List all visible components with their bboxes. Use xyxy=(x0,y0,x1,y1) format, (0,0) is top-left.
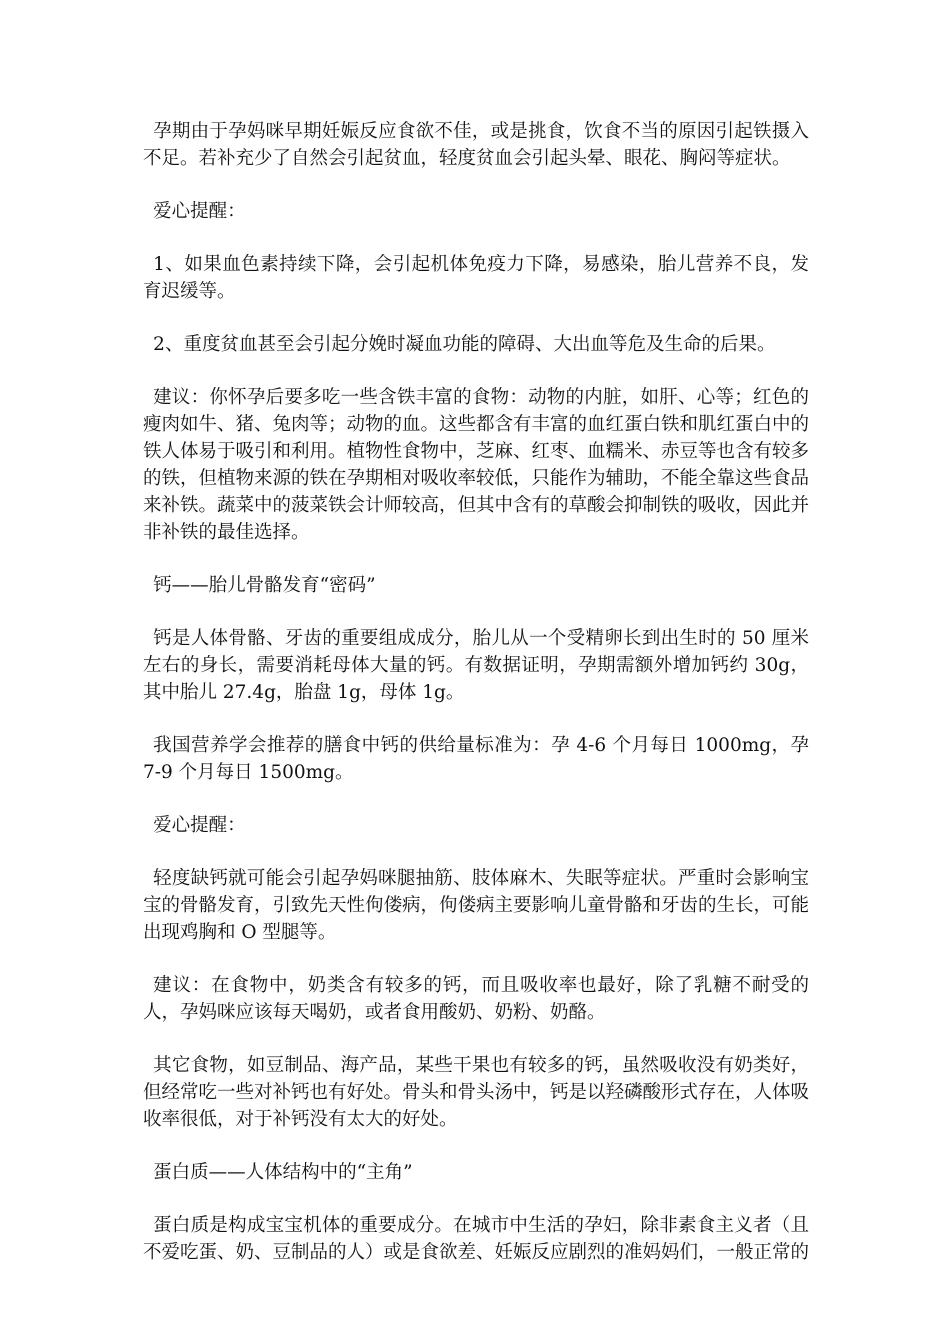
heading-care-reminder: 爱心提醒： xyxy=(153,201,246,222)
paragraph-reminder-2: 2、重度贫血甚至会引起分娩时凝血功能的障碍、大出血等危及生命的后果。 xyxy=(153,334,776,355)
paragraph-calcium-suggestion: 建议：在食物中，奶类含有较多的钙，而且吸收率也最好，除了乳糖不耐受的人，孕妈咪应该每天喝奶，或者食用酸奶、奶粉、奶酪。 xyxy=(143,975,809,1023)
paragraph-other-foods: 其它食物，如豆制品、海产品，某些干果也有较多的钙，虽然吸收没有奶类好，但经常吃一些对补钙也有好处。骨头和骨头汤中，钙是以羟磷酸形式存在，人体吸收率很低，对于补钙没有太大的好处。 xyxy=(143,1055,810,1130)
heading-care-reminder: 爱心提醒： xyxy=(153,815,246,836)
paragraph-reminder-1: 1、如果血色素持续下降，会引起机体免疫力下降，易感染，胎儿营养不良，发育迟缓等。 xyxy=(143,254,809,302)
paragraph-iron-deficiency-cause: 孕期由于孕妈咪早期妊娠反应食欲不佳，或是挑食，饮食不当的原因引起铁摄入不足。若补充少了自然会引起贫血，轻度贫血会引起头晕、眼花、胸闷等症状。 xyxy=(143,121,809,169)
heading-calcium: 钙——胎儿骨骼发育“密码” xyxy=(153,575,376,596)
heading-protein: 蛋白质——人体结构中的“主角” xyxy=(153,1162,413,1183)
paragraph-calcium-standard: 我国营养学会推荐的膳食中钙的供给量标准为：孕 4-6 个月每日 1000mg，孕 7-9 个月每日 1500mg。 xyxy=(143,735,809,783)
paragraph-iron-suggestion: 建议：你怀孕后要多吃一些含铁丰富的食物：动物的内脏，如肝、心等；红色的瘦肉如牛、猪、兔肉等；动物的血。这些都含有丰富的血红蛋白铁和肌红蛋白中的铁人体易于吸引和利用。植物性食物中，芝麻、红枣、血糯米、赤豆等也含有较多的铁，但植物来源的铁在孕期相对吸收率较低，只能作为辅助，不能全靠这些食品来补铁。蔬菜中的菠菜铁会计师较高，但其中含有的草酸会抑制铁的吸收，因此并非补铁的最佳选择。 xyxy=(143,387,810,543)
document-body xyxy=(143,118,809,1292)
paragraph-calcium-intro: 钙是人体骨骼、牙齿的重要组成成分，胎儿从一个受精卵长到出生时的 50 厘米左右的身长，需要消耗母体大量的钙。有数据证明，孕期需额外增加钙约 30g，其中胎儿 27.4g，胎盘 1g，母体 1g。 xyxy=(143,628,809,703)
paragraph-protein-intro: 蛋白质是构成宝宝机体的重要成分。在城市中生活的孕妇，除非素食主义者（且不爱吃蛋、奶、豆制品的人）或是食欲差、妊娠反应剧烈的准妈妈们，一般正常的 xyxy=(143,1215,810,1263)
paragraph-calcium-deficiency: 轻度缺钙就可能会引起孕妈咪腿抽筋、肢体麻木、失眠等症状。严重时会影响宝宝的骨骼发育，引致先天性佝偻病，佝偻病主要影响儿童骨骼和牙齿的生长，可能出现鸡胸和 O 型腿等。 xyxy=(143,868,810,943)
